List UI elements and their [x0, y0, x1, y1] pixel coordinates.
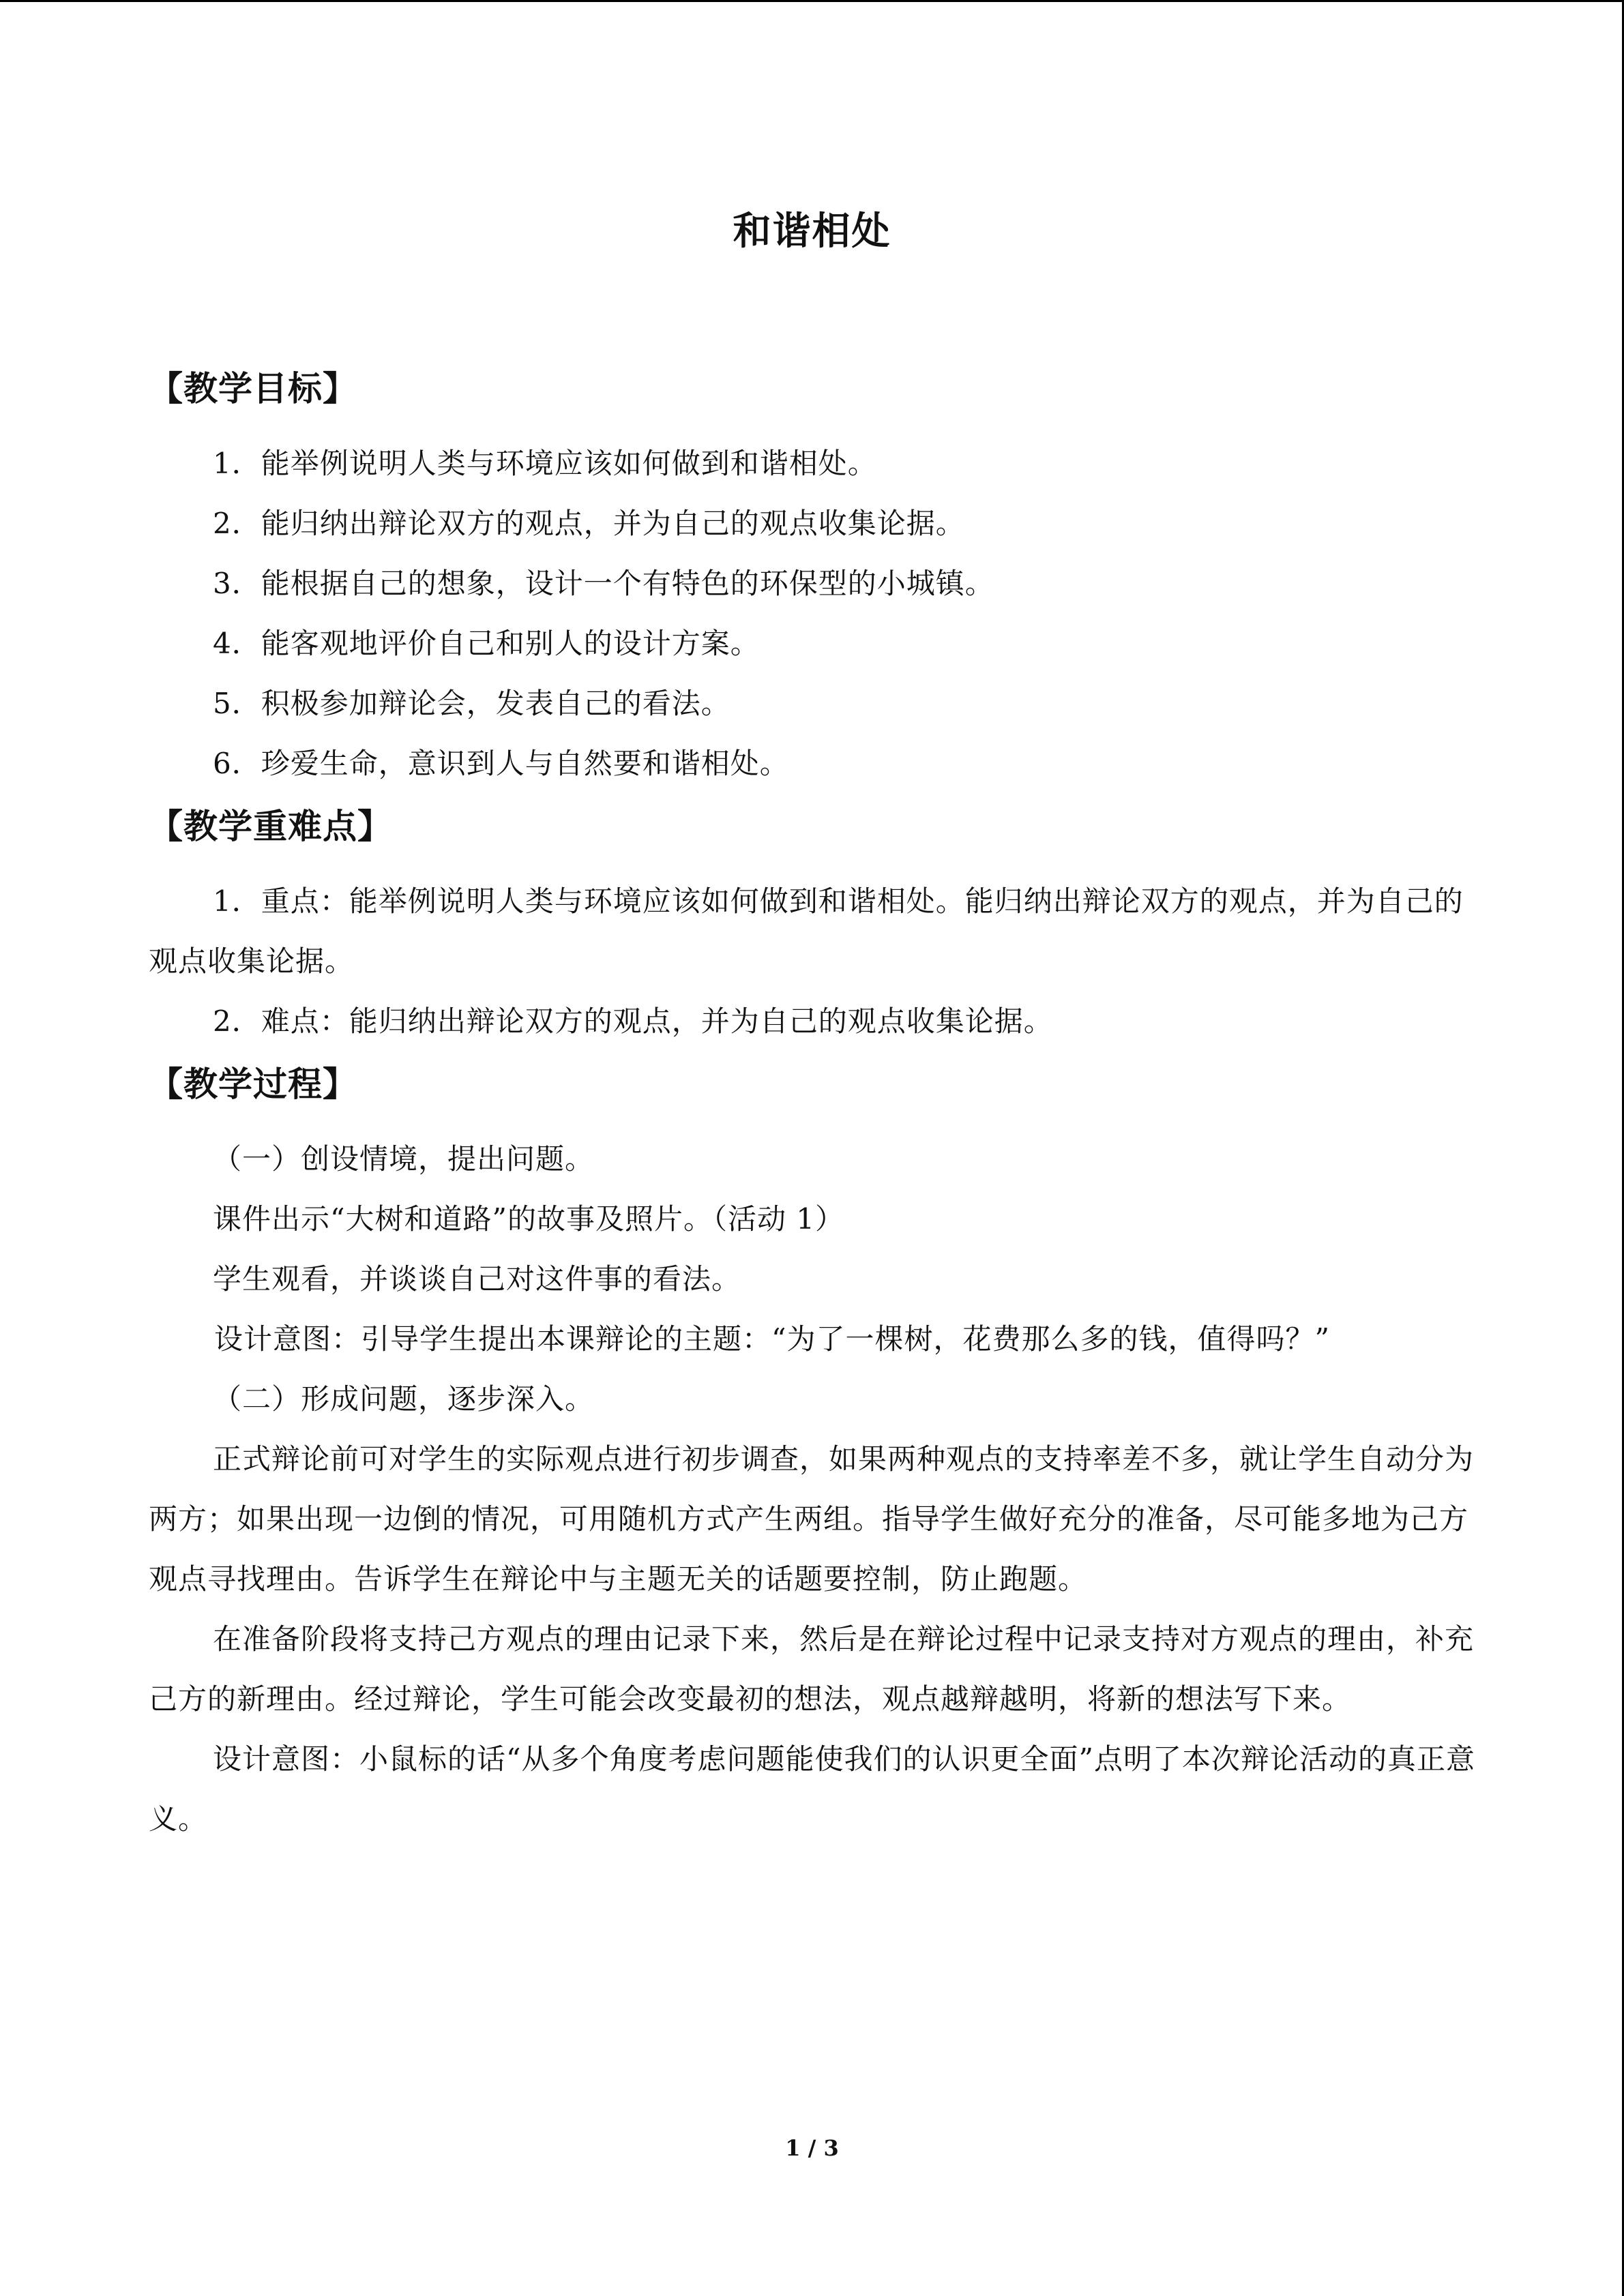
paragraph: 课件出示“大树和道路”的故事及照片。（活动 1） [213, 1202, 845, 1236]
section-teaching-objectives [149, 361, 1475, 794]
objective-item [149, 434, 1475, 494]
item-text: 能归纳出辩论双方的观点，并为自己的观点收集论据。 [261, 507, 965, 540]
paragraph: 学生观看，并谈谈自己对这件事的看法。 [213, 1262, 741, 1296]
item-text: 积极参加辩论会，发表自己的看法。 [261, 687, 730, 720]
paragraph: （一）创设情境，提出问题。 [213, 1142, 595, 1176]
item-text: 珍爱生命，意识到人与自然要和谐相处。 [261, 747, 789, 780]
item-text: 能客观地评价自己和别人的设计方案。 [261, 627, 760, 660]
document-title: 和谐相处 [733, 209, 891, 254]
objective-item [149, 734, 1475, 794]
section-heading: 【教学目标】 [149, 369, 357, 408]
section-teaching-process [149, 1057, 1475, 1849]
item-number: 1． [213, 447, 261, 480]
paragraph: （二）形成问题，逐步深入。 [213, 1382, 595, 1416]
paragraph: 1．重点：能举例说明人类与环境应该如何做到和谐相处。能归纳出辩论双方的观点，并为自己的观点收集论据。 [149, 884, 1464, 978]
paragraph: 正式辩论前可对学生的实际观点进行初步调查，如果两种观点的支持率差不多，就让学生自动分为两方；如果出现一边倒的情况，可用随机方式产生两组。指导学生做好充分的准备，尽可能多地为己方观点寻找理由。告诉学生在辩论中与主题无关的话题要控制，防止跑题。 [149, 1442, 1475, 1596]
paragraph: 在准备阶段将支持己方观点的理由记录下来，然后是在辩论过程中记录支持对方观点的理由，补充己方的新理由。经过辩论，学生可能会改变最初的想法，观点越辩越明，将新的想法写下来。 [149, 1622, 1475, 1716]
section-key-difficulties [149, 799, 1475, 1052]
section-heading: 【教学过程】 [149, 1064, 357, 1104]
item-text: 能举例说明人类与环境应该如何做到和谐相处。 [261, 447, 877, 480]
paragraph: 设计意图：引导学生提出本课辩论的主题：“为了一棵树，花费那么多的钱，值得吗？” [214, 1322, 1330, 1356]
paragraph: 2．难点：能归纳出辩论双方的观点，并为自己的观点收集论据。 [213, 1004, 1053, 1038]
item-text: 能根据自己的想象，设计一个有特色的环保型的小城镇。 [261, 567, 994, 600]
item-number: 5． [213, 687, 261, 720]
item-number: 2． [213, 507, 261, 540]
item-number: 6． [213, 747, 261, 780]
document-body [149, 205, 1475, 1855]
objective-item [149, 674, 1475, 734]
objective-item [149, 614, 1475, 674]
item-number: 3． [213, 567, 261, 600]
item-number: 4． [213, 627, 261, 660]
objective-item [149, 554, 1475, 614]
section-heading: 【教学重难点】 [149, 807, 392, 846]
objective-item [149, 494, 1475, 554]
paragraph: 设计意图：小鼠标的话“从多个角度考虑问题能使我们的认识更全面”点明了本次辩论活动的真正意义。 [149, 1742, 1475, 1836]
page-number: 1 / 3 [785, 2135, 839, 2161]
